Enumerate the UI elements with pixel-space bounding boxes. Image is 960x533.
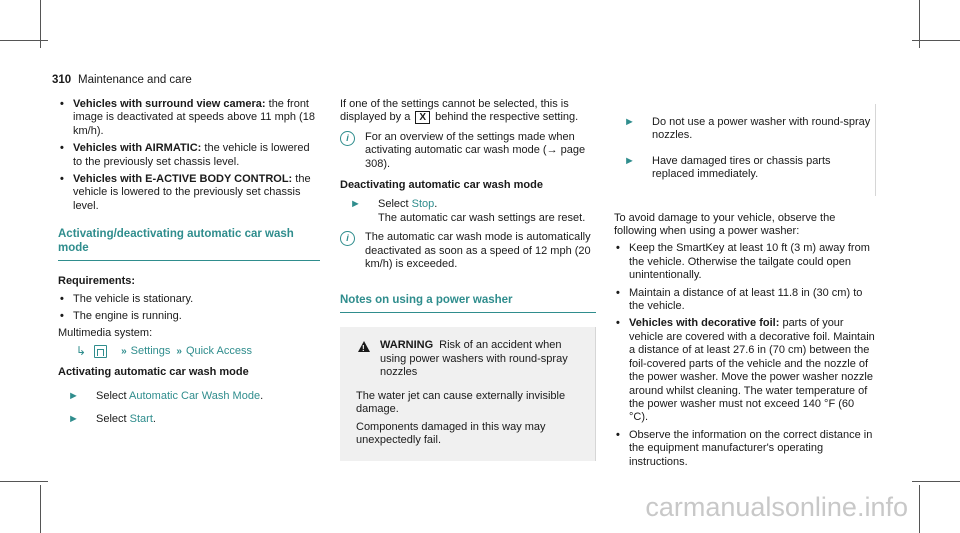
warning-box — [340, 327, 596, 461]
column-left — [58, 98, 320, 433]
list-item: • The vehicle is stationary. — [60, 292, 194, 305]
section-heading-power-washer: Notes on using a power washer — [340, 293, 596, 313]
step-select-start: ► Select Start. — [58, 413, 320, 426]
page-title: Maintenance and care — [78, 74, 192, 86]
warning-text: The water jet can cause externally invisible damage. — [356, 389, 566, 416]
double-chevron-icon: » — [121, 345, 127, 357]
step-select-stop: ► Select Stop. The automatic car wash settings are reset. — [340, 198, 596, 225]
step-arrow-icon: ► — [624, 154, 635, 167]
section-heading-car-wash: Activating/deactivating automatic car wash mode — [58, 227, 320, 261]
power-washer-intro: To avoid damage to your vehicle, observe the following when using a power washer: — [614, 211, 836, 238]
step-arrow-icon: ► — [350, 198, 361, 211]
list-item: • Vehicles with decorative foil: parts of your vehicle are covered with a decorative foil. Maintain a distance of at least 27.6 in (70 cm) between the foil-covered parts of the vehicle and the nozzle of the power washer. Move the power washer nozzle around whilst cleaning. The water temperature of the power washer must not exceed 140 °F (60 °C). — [616, 317, 875, 424]
crop-mark — [0, 481, 48, 482]
info-icon: i — [340, 131, 355, 146]
tip-step: ► Have damaged tires or chassis parts replaced immediately. — [614, 155, 875, 182]
list-item: • Vehicles with AIRMATIC: the vehicle is lowered to the previously set chassis level. — [60, 142, 310, 168]
path-quick-access: Quick Access — [185, 344, 252, 357]
list-item: • Keep the SmartKey at least 10 ft (3 m) away from the vehicle. Otherwise the tailgate could open unintentionally. — [616, 242, 870, 282]
crop-mark — [912, 40, 960, 41]
info-icon: i — [340, 231, 355, 246]
step-select-car-wash-mode: ► Select Automatic Car Wash Mode. — [58, 390, 320, 403]
deactivating-label: Deactivating automatic car wash mode — [340, 179, 543, 192]
path-settings: Settings — [130, 344, 171, 357]
warning-triangle-icon — [358, 341, 370, 352]
crop-mark — [919, 485, 920, 533]
activating-label: Activating automatic car wash mode — [58, 366, 249, 379]
info-note: i The automatic car wash mode is automatically deactivated as soon as a speed of 12 mph (20 km/h) is exceeded. — [340, 231, 596, 271]
tip-step: ► Do not use a power washer with round-spray nozzles. — [614, 116, 875, 143]
crop-mark — [912, 481, 960, 482]
warning-header: ! WARNING Risk of an accident when using power washers with round-spray nozzles — [356, 339, 579, 379]
crop-mark — [0, 40, 48, 41]
warning-text: Components damaged in this way may unexpectedly fail. — [356, 420, 546, 446]
requirements-label: Requirements: — [58, 275, 136, 288]
power-washer-list — [614, 242, 876, 469]
requirements-list — [58, 293, 320, 324]
multimedia-label: Multimedia system: — [58, 327, 153, 340]
list-item: • Maintain a distance of at least 11.8 in (30 cm) to the vehicle. — [616, 286, 863, 313]
page-number: 310 — [52, 74, 72, 86]
x-indicator-icon: X — [415, 111, 430, 124]
crop-mark — [40, 485, 41, 533]
list-item: • The engine is running. — [60, 310, 182, 323]
list-item: • Vehicles with E-ACTIVE BODY CONTROL: the vehicle is lowered to the previously set chassis level. — [60, 173, 311, 212]
home-icon — [94, 345, 107, 358]
menu-path — [76, 345, 320, 358]
step-arrow-icon: ► — [68, 413, 79, 426]
list-item: • Vehicles with surround view camera: the front image is deactivated at speeds above 11 mph (18 km/h). — [60, 98, 315, 137]
return-arrow-icon: ↳ — [76, 343, 87, 358]
step-arrow-icon: ► — [624, 116, 635, 128]
step-arrow-icon: ► — [68, 389, 79, 402]
settings-intro: If one of the settings cannot be selected, this is displayed by a X behind the respective setting. — [340, 98, 579, 124]
info-note: i For an overview of the settings made when activating automatic car wash mode (→ page 308). — [340, 131, 596, 171]
double-chevron-icon: » — [176, 345, 182, 357]
list-item: • Observe the information on the correct distance in the equipment manufacturer's operating instructions. — [616, 428, 873, 468]
column-right — [614, 104, 876, 473]
vehicle-bullets — [58, 98, 320, 213]
warning-box-continued — [614, 104, 876, 196]
watermark: carmanualsonline.info — [645, 492, 908, 522]
column-middle — [340, 98, 596, 461]
